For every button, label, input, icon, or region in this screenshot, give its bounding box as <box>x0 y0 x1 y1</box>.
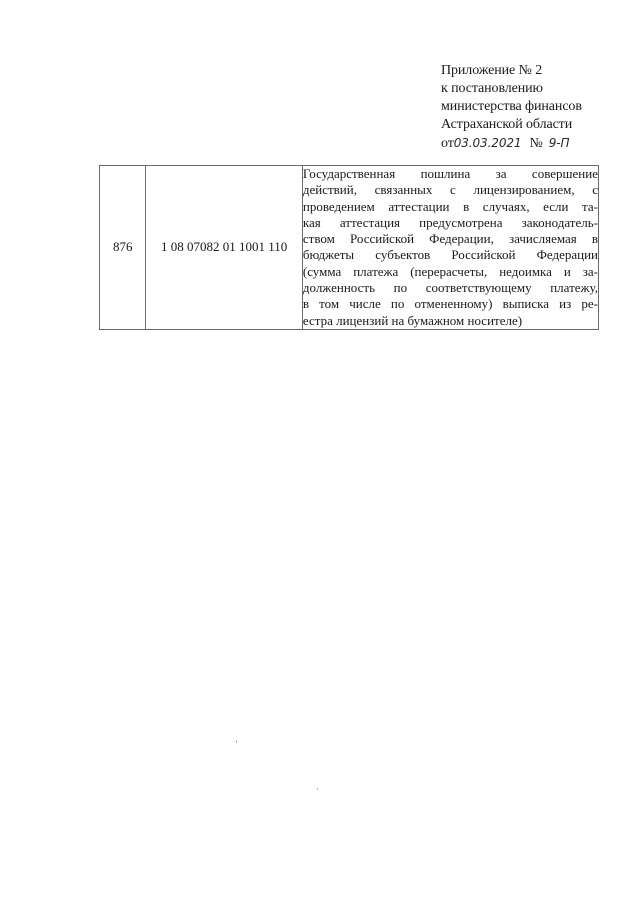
handwritten-date: 03.03.2021 <box>453 136 522 150</box>
number-sign: № <box>529 136 543 151</box>
description-line: бюджеты субъектов Российской Федерации <box>302 247 598 263</box>
description-line: кая аттестация предусмотрена законодатель- <box>302 214 598 230</box>
appendix-region: Астраханской области <box>441 117 573 132</box>
budget-classification-code: 1 08 07082 01 1001 110 <box>146 166 302 330</box>
appendix-date-line <box>441 134 631 153</box>
description-line: действий, связанных с лицензированием, с <box>302 182 598 198</box>
appendix-header <box>441 62 631 153</box>
date-prefix: от <box>441 136 454 151</box>
table-row <box>100 166 599 330</box>
income-description <box>302 166 598 330</box>
scan-artifact <box>236 740 237 743</box>
appendix-resolution-ref: к постановлению <box>441 81 543 96</box>
description-line: в том числе по отмененному) выписка из ре- <box>302 296 598 312</box>
description-line: долженность по соответствующему платежу, <box>302 280 598 296</box>
description-line: (сумма платежа (перерасчеты, недоимка и за- <box>302 263 598 279</box>
description-line: естра лицензий на бумажном носителе) <box>302 312 523 328</box>
appendix-ministry: министерства финансов <box>441 99 582 114</box>
appendix-title: Приложение № 2 <box>441 63 543 78</box>
description-line: Государственная пошлина за совершение <box>302 166 598 181</box>
income-code-table <box>99 165 599 330</box>
description-line: проведением аттестации в случаях, если та- <box>302 198 598 214</box>
scan-artifact <box>317 788 318 790</box>
row-number: 876 <box>100 166 146 330</box>
description-line: ством Российской Федерации, зачисляемая в <box>302 231 598 247</box>
handwritten-number: 9-П <box>548 136 570 150</box>
